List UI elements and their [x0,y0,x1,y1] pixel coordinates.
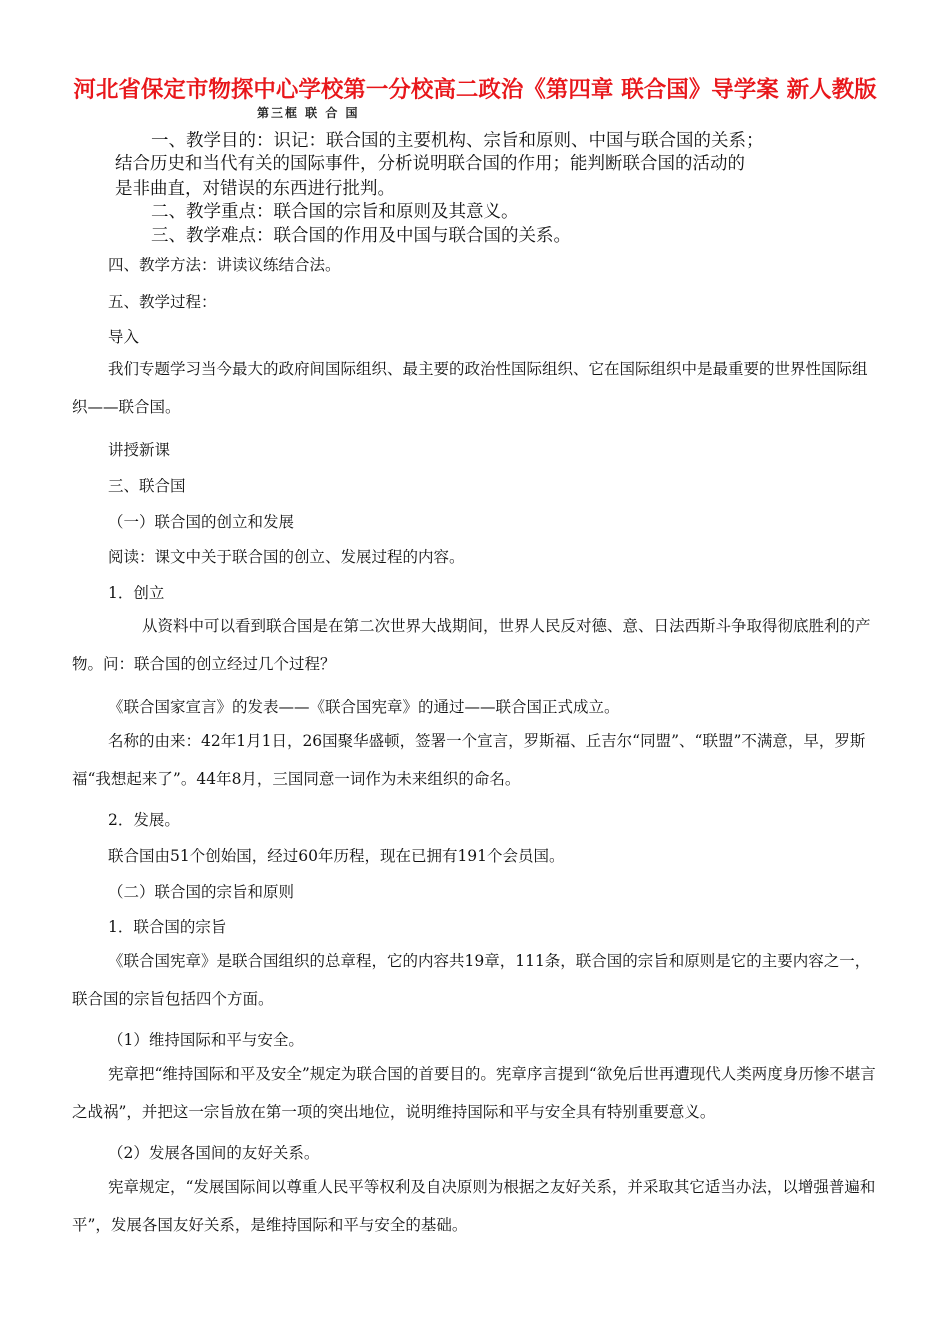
purpose-point-2: （2）发展各国间的友好关系。 [108,1144,320,1162]
purpose-heading: 1．联合国的宗旨 [108,918,227,936]
founding-paragraph: 从资料中可以看到联合国是在第二次世界大战期间，世界人民反对德、意、日法西斯斗争取得彻底胜利的产物。问：联合国的创立经过几个过程？ [72,617,871,673]
charter-paragraph: 《联合国宪章》是联合国组织的总章程，它的内容共19章，111条，联合国的宗旨和原则是它的主要内容之一，联合国的宗旨包括四个方面。 [72,952,871,1008]
teaching-process-heading: 五、教学过程： [108,293,217,311]
subsection-heading-2: （二）联合国的宗旨和原则 [108,883,295,901]
key-point-line: 二、教学重点：联合国的宗旨和原则及其意义。 [151,202,519,222]
founding-process: 《联合国家宣言》的发表——《联合国宪章》的通过——联合国正式成立。 [108,698,620,716]
purpose-point-2-paragraph: 宪章规定，“发展国际间以尊重人民平等权利及自决原则为根据之友好关系，并采取其它适当办法，以增强普遍和平”，发展各国友好关系，是维持国际和平与安全的基础。 [72,1178,876,1234]
intro-paragraph: 我们专题学习当今最大的政府间国际组织、最主要的政治性国际组织、它在国际组织中是最重要的世界性国际组织——联合国。 [72,360,868,416]
purpose-point-1: （1）维持国际和平与安全。 [108,1031,304,1049]
objective-line-1: 一、教学目的：识记：联合国的主要机构、宗旨和原则、中国与联合国的关系； [151,131,764,151]
new-lesson-heading: 讲授新课 [108,441,171,459]
teaching-methods: 四、教学方法：讲读议练结合法。 [108,256,341,274]
intro-heading: 导入 [108,328,140,346]
development-heading: 2．发展。 [108,811,180,829]
reading-instruction: 阅读：课文中关于联合国的创立、发展过程的内容。 [108,548,465,566]
purpose-point-1-paragraph: 宪章把“维持国际和平及安全”规定为联合国的首要目的。宪章序言提到“欲免后世再遭现代人类两度身历惨不堪言之战祸”，并把这一宗旨放在第一项的突出地位，说明维持国际和平与安全具有特别重要意义。 [72,1065,876,1121]
development-text: 联合国由51个创始国，经过60年历程，现在已拥有191个会员国。 [108,847,565,865]
objective-line-2: 结合历史和当代有关的国际事件，分析说明联合国的作用；能判断联合国的活动的 [115,154,745,174]
objective-line-3: 是非曲直，对错误的东西进行批判。 [115,179,395,199]
section-subtitle: 第三框 联 合 国 [257,106,360,120]
founding-heading: 1．创立 [108,584,165,602]
name-origin-paragraph: 名称的由来：42年1月1日，26国聚华盛顿，签署一个宣言，罗斯福、丘吉尔“同盟”、“联盟”不满意，早，罗斯福“我想起来了”。44年8月，三国同意一词作为未来组织的命名。 [72,732,866,788]
section-heading: 三、联合国 [108,477,186,495]
document-title: 河北省保定市物探中心学校第一分校高二政治《第四章 联合国》导学案 新人教版 [73,77,877,103]
difficult-point-line: 三、教学难点：联合国的作用及中国与联合国的关系。 [151,226,571,246]
subsection-heading-1: （一）联合国的创立和发展 [108,513,295,531]
